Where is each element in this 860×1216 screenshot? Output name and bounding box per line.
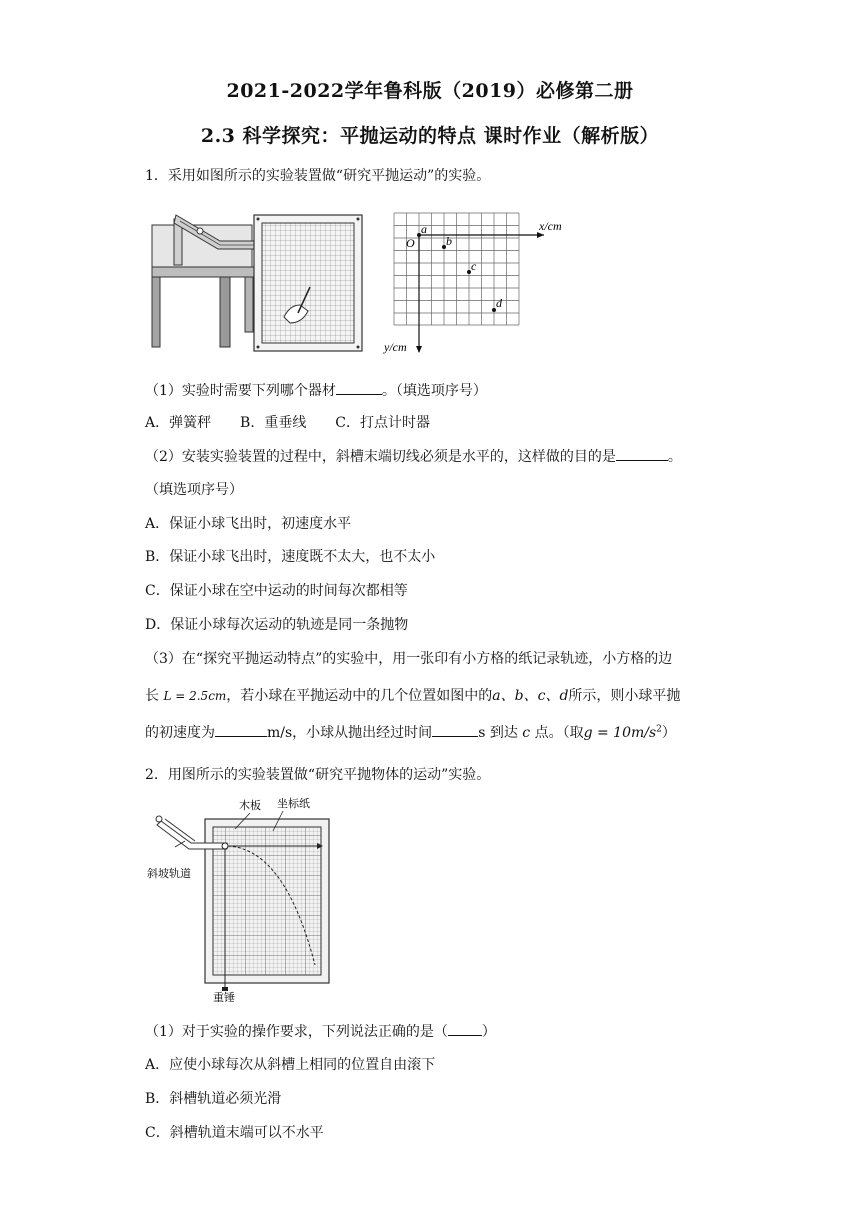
q1-part1-option-b: B．重垂线 <box>240 415 307 431</box>
label-weight: 重锤 <box>213 991 235 1004</box>
q1-part3-text-f: s 到达 <box>478 725 518 741</box>
q2-part1 <box>145 1021 496 1041</box>
q1-part1-option-a: A．弹簧秤 <box>145 415 212 431</box>
q1-part2-blank <box>616 446 668 461</box>
q1-part3-points: a、b、c、d <box>492 688 569 704</box>
point-a-label: a <box>421 222 427 236</box>
q1-part3-text-d: 的初速度为 <box>145 725 215 741</box>
point-d-label: d <box>496 296 502 310</box>
q1-part2-option-d: D．保证小球每次运动的轨迹是同一条抛物 <box>145 617 409 633</box>
q1-part2-option-c: C．保证小球在空中运动的时间每次都相等 <box>145 583 408 599</box>
q1-coordinate-figure <box>380 205 580 357</box>
q2-part1-text: （1）对于实验的操作要求，下列说法正确的是（ <box>145 1024 448 1040</box>
q1-part3-text-a: 长 <box>145 688 159 704</box>
q1-part3-text-c: 所示，则小球平抛 <box>568 688 681 704</box>
origin-label: O <box>406 236 415 250</box>
q1-part3-L-value: L = 2.5cm <box>163 689 227 703</box>
q1-part2-text-end: 。 <box>667 449 682 465</box>
q1-stem: 1．采用如图所示的实验装置做“研究平抛运动”的实验。 <box>145 168 491 184</box>
q1-part1-option-c: C．打点计时器 <box>335 415 430 431</box>
x-axis-label: x/cm <box>539 219 562 233</box>
q1-part3-text-h: ） <box>661 725 676 741</box>
q1-part3-text-e: m/s，小球从抛出经过时间 <box>267 725 433 741</box>
q1-part3-blank-time <box>432 722 478 737</box>
q1-part1 <box>145 380 487 400</box>
point-b-label: b <box>446 234 452 248</box>
q1-part2-option-a: A．保证小球飞出时，初速度水平 <box>145 516 352 532</box>
q1-part2-text: （2）安装实验装置的过程中，斜槽末端切线必须是水平的，这样做的目的是 <box>145 449 616 465</box>
q1-part2-note: （填选项序号） <box>145 482 243 498</box>
label-paper: 坐标纸 <box>277 797 310 810</box>
label-board: 木板 <box>239 799 261 812</box>
q1-part3-line2 <box>145 685 680 705</box>
q1-part2 <box>145 446 682 466</box>
q1-part1-text: （1）实验时需要下列哪个器材 <box>145 383 336 399</box>
doc-title-line2: 2.3 科学探究：平抛运动的特点 课时作业（解析版） <box>200 125 660 147</box>
q2-part1-text-end: ） <box>481 1024 496 1040</box>
q2-part1-blank <box>448 1021 482 1036</box>
y-axis-label: y/cm <box>384 340 407 354</box>
q1-part1-text-end: 。（填选项序号） <box>381 383 487 399</box>
q2-part1-option-a: A．应使小球每次从斜槽上相同的位置自由滚下 <box>145 1057 436 1073</box>
q2-apparatus-figure <box>145 795 345 1005</box>
q1-apparatus-figure <box>150 205 370 355</box>
q1-part2-option-b: B．保证小球飞出时，速度既不太大，也不太小 <box>145 549 436 565</box>
q1-part3-point-c: c <box>522 725 531 741</box>
q1-part3-blank-velocity <box>215 722 267 737</box>
q1-part1-options <box>145 412 430 432</box>
q1-part1-blank <box>336 380 382 395</box>
q1-part3-text-b: ，若小球在平抛运动中的几个位置如图中的 <box>226 688 493 704</box>
q1-part3-line3 <box>145 722 676 742</box>
q2-part1-option-c: C．斜槽轨道末端可以不水平 <box>145 1125 324 1141</box>
label-track: 斜坡轨道 <box>147 867 191 880</box>
point-c-label: c <box>471 259 477 273</box>
q2-stem: 2．用图所示的实验装置做“研究平抛物体的运动”实验。 <box>145 767 491 783</box>
q2-part1-option-b: B．斜槽轨道必须光滑 <box>145 1091 282 1107</box>
q1-part3-g-value: g = 10m/s <box>583 725 657 741</box>
q1-part3-text-g: 点。（取 <box>534 725 584 741</box>
doc-title-line1: 2021-2022学年鲁科版（2019）必修第二册 <box>226 80 634 102</box>
q1-part3-g-exp: 2 <box>656 724 662 735</box>
q1-part3-line1: （3）在“探究平抛运动特点”的实验中，用一张印有小方格的纸记录轨迹，小方格的边 <box>145 651 673 667</box>
